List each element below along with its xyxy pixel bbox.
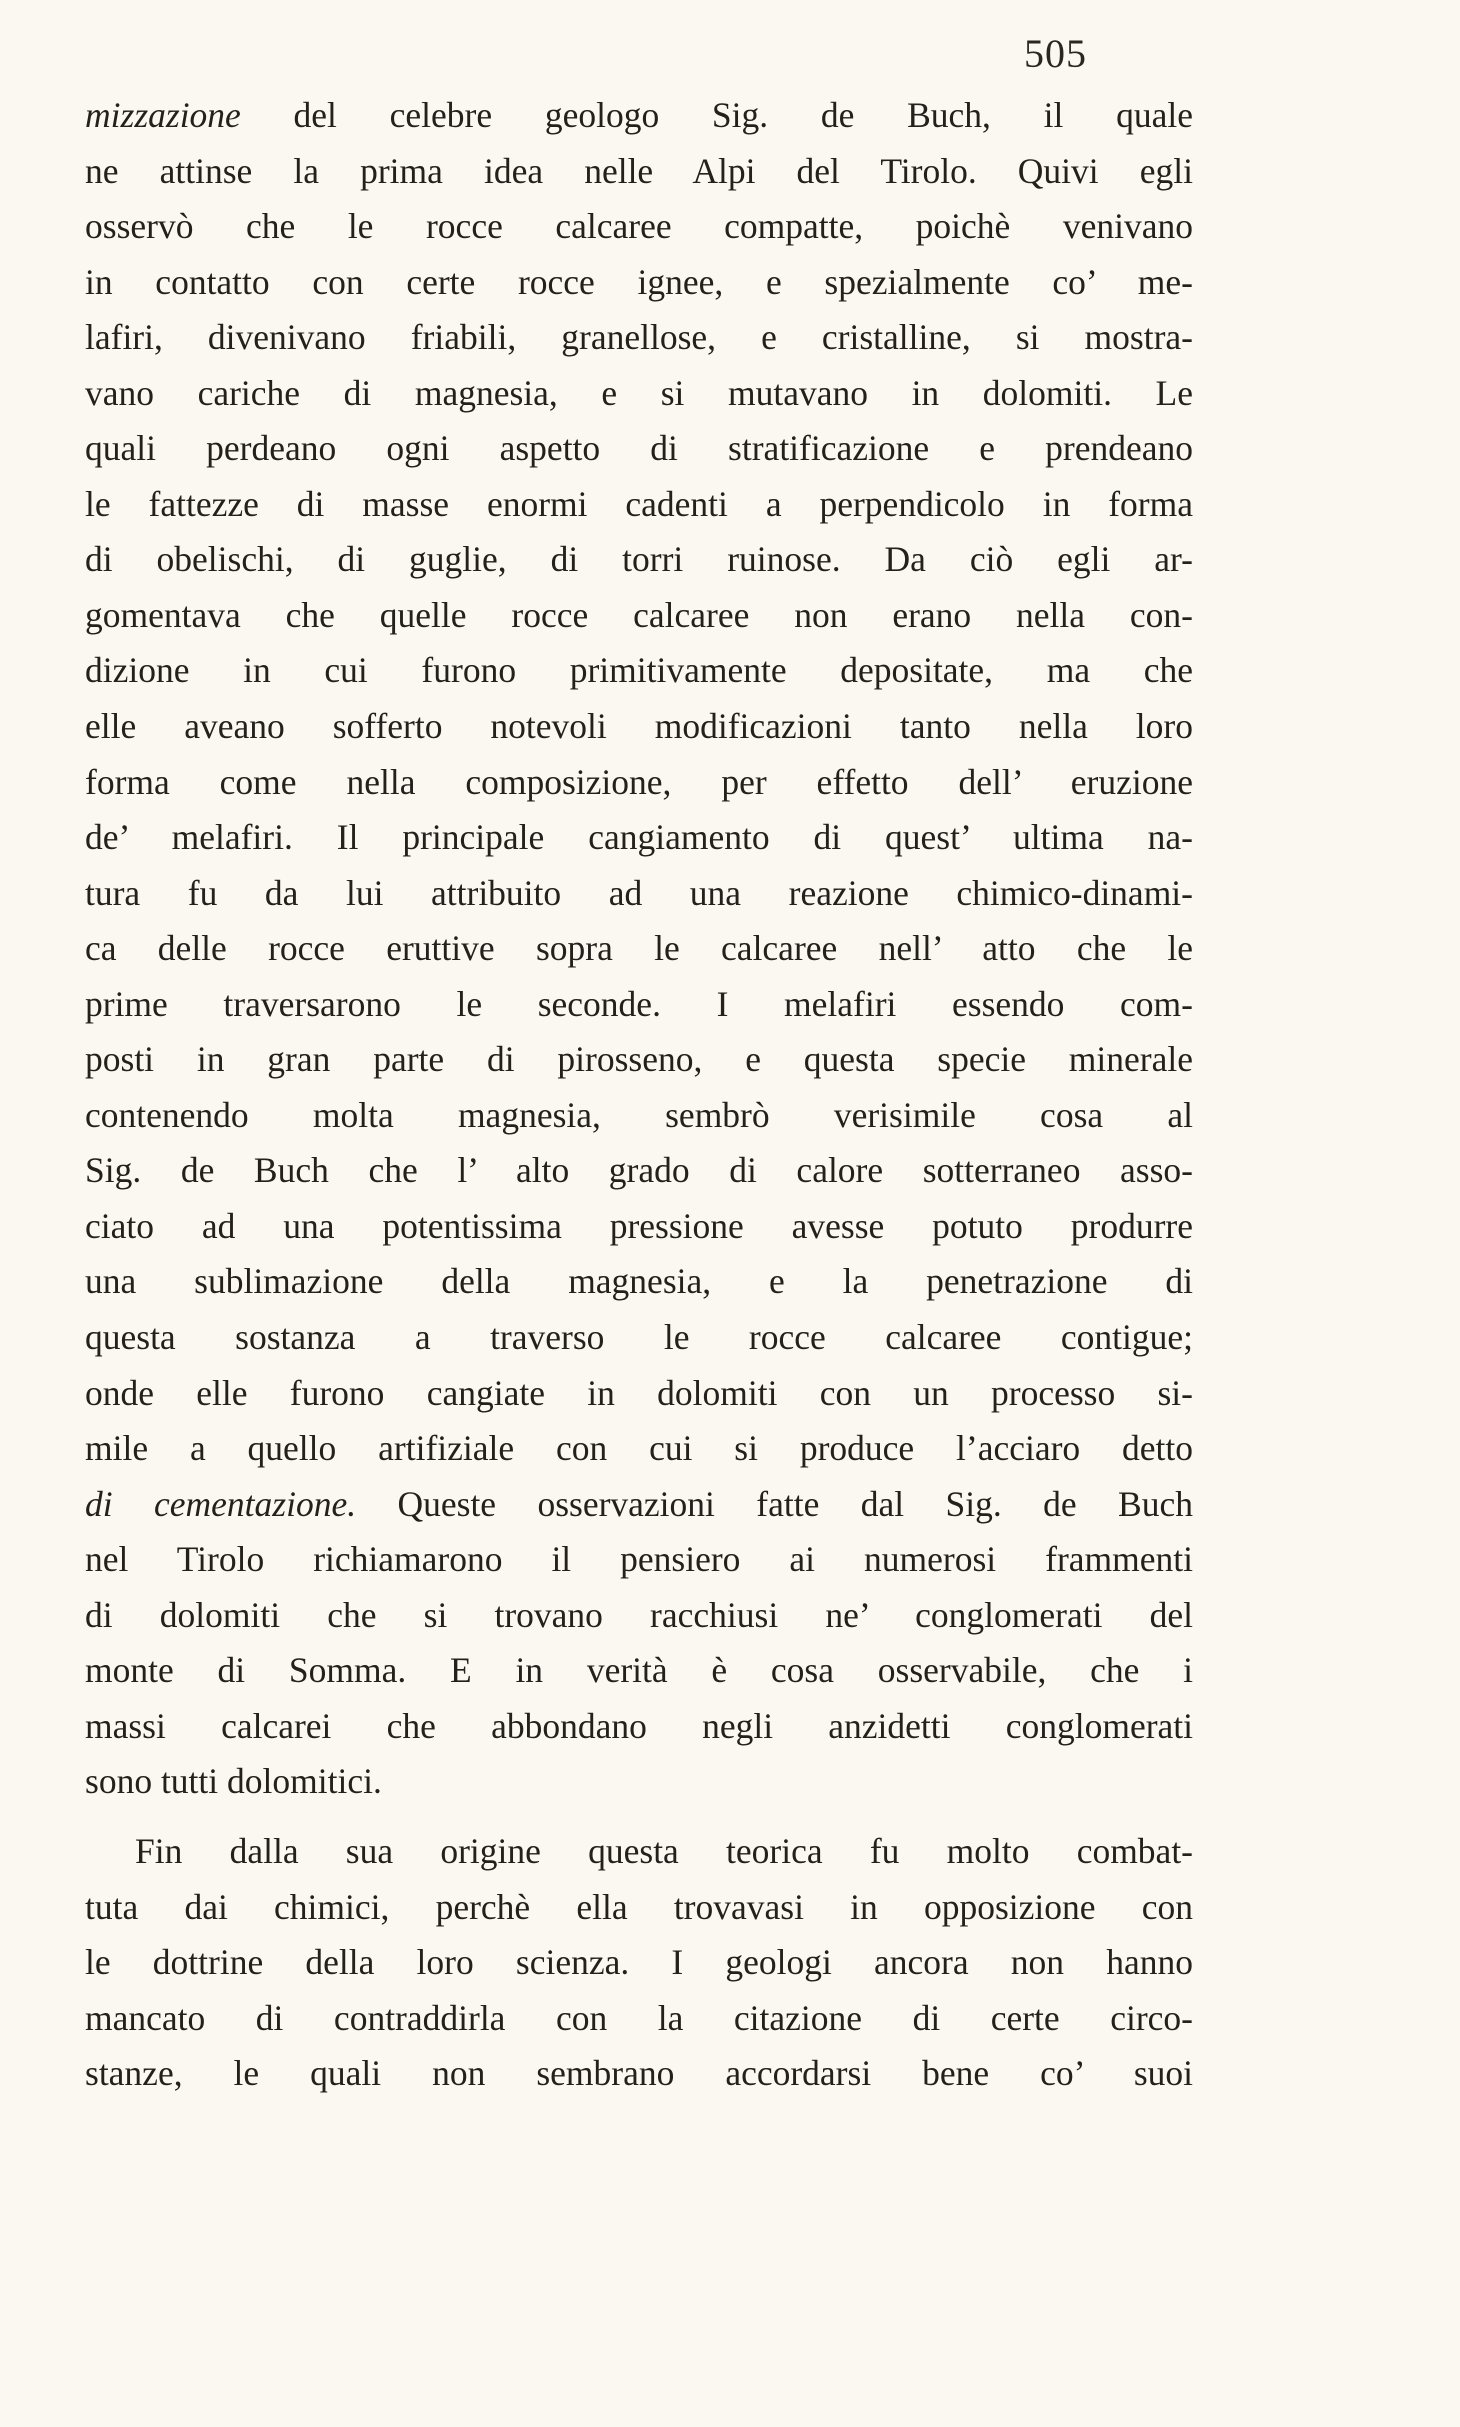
text-line: osservò che le rocce calcaree compatte, poichè venivano xyxy=(85,206,1193,247)
paragraph-1 xyxy=(85,88,1193,1810)
text-line: vano cariche di magnesia, e si mutavano in dolomiti. Le xyxy=(85,372,1193,413)
text-line: gomentava che quelle rocce calcaree non erano nella con- xyxy=(85,594,1193,635)
paragraph-gap xyxy=(85,1810,1193,1824)
text-line: mizzazione del celebre geologo Sig. de Buch, il quale xyxy=(85,95,1193,135)
text-line: prime traversarono le seconde. I melafiri essendo com- xyxy=(85,983,1193,1024)
text-line: in contatto con certe rocce ignee, e spezialmente co’ me- xyxy=(85,261,1193,302)
body-text xyxy=(85,88,1193,2102)
text-line: di cementazione. Queste osservazioni fatte dal Sig. de Buch xyxy=(85,1483,1193,1524)
paragraph-2 xyxy=(85,1824,1193,2102)
text-line: ciato ad una potentissima pressione avesse potuto produrre xyxy=(85,1205,1193,1246)
text-line: le dottrine della loro scienza. I geologi ancora non hanno xyxy=(85,1942,1193,1983)
text-line: quali perdeano ogni aspetto di stratificazione e prendeano xyxy=(85,428,1193,469)
text-line: tuta dai chimici, perchè ella trovavasi in opposizione con xyxy=(85,1886,1193,1927)
text-line: di obelischi, di guglie, di torri ruinose. Da ciò egli ar- xyxy=(85,539,1193,580)
text-line: una sublimazione della magnesia, e la penetrazione di xyxy=(85,1261,1193,1302)
text-line: le fattezze di masse enormi cadenti a perpendicolo in forma xyxy=(85,483,1193,524)
text-line: questa sostanza a traverso le rocce calcaree contigue; xyxy=(85,1317,1193,1358)
text-line: onde elle furono cangiate in dolomiti con un processo si- xyxy=(85,1372,1193,1413)
text-line: posti in gran parte di pirosseno, e questa specie minerale xyxy=(85,1039,1193,1080)
text-line: mile a quello artifiziale con cui si produce l’acciaro detto xyxy=(85,1428,1193,1469)
text-line: forma come nella composizione, per effetto dell’ eruzione xyxy=(85,761,1193,802)
text-line: ca delle rocce eruttive sopra le calcaree nell’ atto che le xyxy=(85,928,1193,969)
text-line: nel Tirolo richiamarono il pensiero ai numerosi frammenti xyxy=(85,1539,1193,1580)
text-line: contenendo molta magnesia, sembrò verisimile cosa al xyxy=(85,1094,1193,1135)
text-line: ne attinse la prima idea nelle Alpi del Tirolo. Quivi egli xyxy=(85,150,1193,191)
text-line: massi calcarei che abbondano negli anzidetti conglomerati xyxy=(85,1705,1193,1746)
text-line: stanze, le quali non sembrano accordarsi bene co’ suoi xyxy=(85,2053,1193,2094)
text-line: elle aveano sofferto notevoli modificazioni tanto nella loro xyxy=(85,706,1193,747)
text-line: mancato di contraddirla con la citazione di certe circo- xyxy=(85,1997,1193,2038)
page-number: 505 xyxy=(1024,31,1087,76)
text-line: Fin dalla sua origine questa teorica fu molto combat- xyxy=(135,1830,1193,1871)
text-line: sono tutti dolomitici. xyxy=(85,1761,382,1802)
text-line: de’ melafiri. Il principale cangiamento di quest’ ultima na- xyxy=(85,817,1193,858)
text-line: lafiri, divenivano friabili, granellose, e cristalline, si mostra- xyxy=(85,317,1193,358)
text-line: Sig. de Buch che l’ alto grado di calore sotterraneo asso- xyxy=(85,1150,1193,1191)
italic-term: mizzazione xyxy=(85,95,241,135)
text-line: tura fu da lui attribuito ad una reazione chimico-dinami- xyxy=(85,872,1193,913)
text-line: di dolomiti che si trovano racchiusi ne’ conglomerati del xyxy=(85,1594,1193,1635)
italic-term: di cementazione. xyxy=(85,1483,357,1524)
text-line: dizione in cui furono primitivamente depositate, ma che xyxy=(85,650,1193,691)
text-line: monte di Somma. E in verità è cosa osservabile, che i xyxy=(85,1650,1193,1691)
